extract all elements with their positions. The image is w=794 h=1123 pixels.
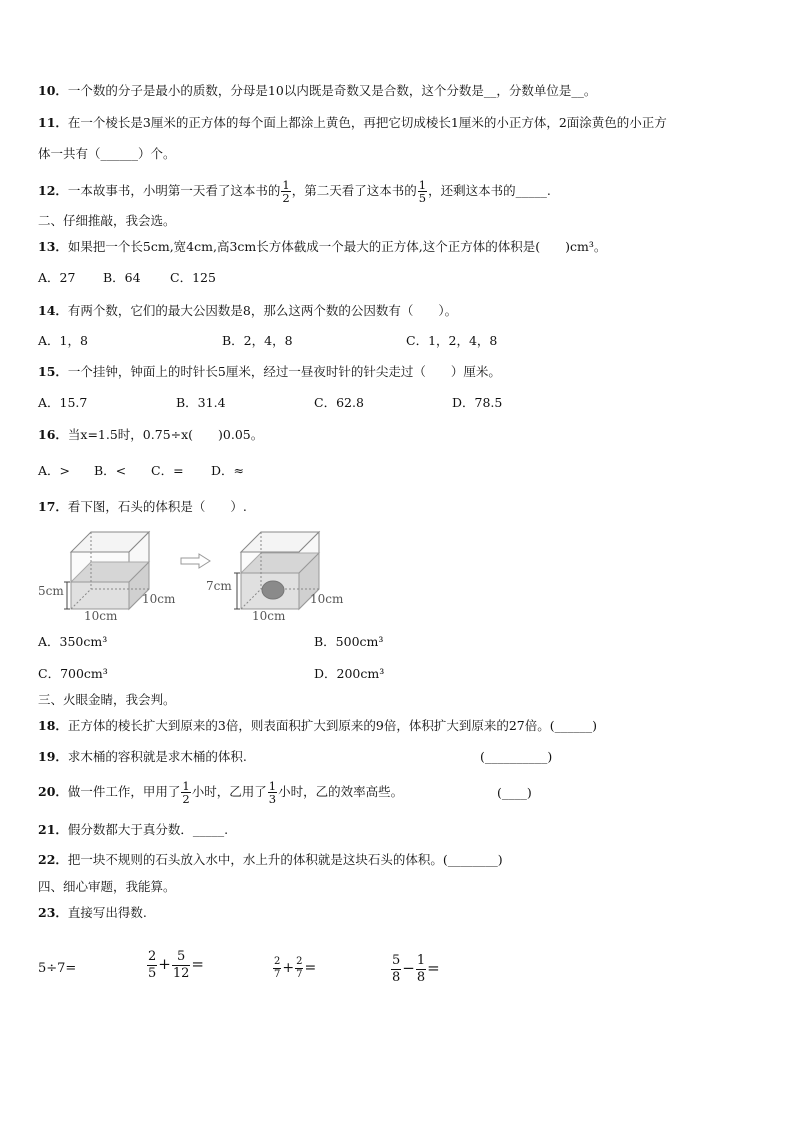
question-16 xyxy=(38,426,263,444)
fraction: $\frac{1}{3}$ xyxy=(268,779,277,806)
question-13 xyxy=(38,238,606,256)
fraction: $\frac{2}{7}$ xyxy=(296,955,303,980)
question-number: 19． xyxy=(38,749,68,764)
question-18 xyxy=(38,717,597,735)
container-before xyxy=(64,532,149,609)
question-text: 正方体的棱长扩大到原来的3倍，则表面积扩大到原来的9倍，体积扩大到原来的27倍。(______) xyxy=(67,718,597,733)
question-number: 12． xyxy=(38,183,68,198)
question-23 xyxy=(38,904,147,922)
section-heading: 二、仔细推敲，我会选。 xyxy=(38,213,176,228)
question-text: 一个挂钟，钟面上的时针长5厘米，经过一昼夜时针的针尖走过（ ）厘米。 xyxy=(67,364,501,379)
question-number: 11． xyxy=(38,115,68,130)
answer-blank[interactable]: (____) xyxy=(497,785,532,800)
stone-icon xyxy=(262,581,284,599)
question-text: 直接写出得数. xyxy=(67,905,147,920)
question-12 xyxy=(38,176,551,206)
question-text: 一本故事书，小明第一天看了这本书的 xyxy=(67,183,281,198)
option-a: A．> xyxy=(38,463,71,478)
option-a: A．350cm³ xyxy=(38,634,108,649)
calc-expression-3: $\frac{2}{7}$ + $\frac{2}{7}$ = xyxy=(274,955,317,980)
option-a: A．1，8 xyxy=(38,333,88,348)
question-number: 13． xyxy=(38,239,68,254)
question-text: 小时，乙用了 xyxy=(191,784,267,799)
question-14 xyxy=(38,302,457,320)
question-number: 16． xyxy=(38,427,68,442)
label-left-width: 10cm xyxy=(142,592,176,606)
question-text: 把一块不规则的石头放入水中，水上升的体积就是这块石头的体积。(________) xyxy=(67,852,503,867)
question-text: 小时，乙的效率高些。 xyxy=(278,784,404,799)
question-text: 如果把一个长5cm,宽4cm,高3cm长方体截成一个最大的正方体,这个正方体的体积是( )cm³。 xyxy=(67,239,607,254)
option-b: B．64 xyxy=(103,270,141,285)
label-right-length: 10cm xyxy=(252,609,286,623)
question-number: 14． xyxy=(38,303,68,318)
answer-blank[interactable]: (__________) xyxy=(480,749,553,764)
calc-expression-4: $\frac{5}{8}$ − $\frac{1}{8}$ = xyxy=(392,952,440,985)
question-text: ，第二天看了这本书的 xyxy=(291,183,417,198)
option-c: C．700cm³ xyxy=(38,666,108,681)
question-number: 20． xyxy=(38,784,68,799)
option-c: C．62.8 xyxy=(314,395,364,410)
section-heading: 三、火眼金睛，我会判。 xyxy=(38,692,176,707)
question-text: 有两个数，它们的最大公因数是8，那么这两个数的公因数有（ ）。 xyxy=(67,303,458,318)
question-21 xyxy=(38,821,228,839)
question-text: 看下图，石头的体积是（ ）. xyxy=(67,499,247,514)
question-text: 一个数的分子是最小的质数，分母是10以内既是奇数又是合数，这个分数是__，分数单位是__。 xyxy=(67,83,597,98)
fraction: $\frac{2}{7}$ xyxy=(274,955,281,980)
question-22 xyxy=(38,851,503,869)
fraction: $\frac{5}{8}$ xyxy=(392,952,401,985)
label-right-width: 10cm xyxy=(310,592,344,606)
question-11 xyxy=(38,114,667,132)
fraction: $\frac{2}{5}$ xyxy=(148,948,157,981)
calc-expression-1: 5÷7= xyxy=(38,961,77,976)
option-d: D．≈ xyxy=(211,463,244,478)
question-11-line2 xyxy=(38,145,176,163)
option-a: A．27 xyxy=(38,270,76,285)
option-d: D．200cm³ xyxy=(314,666,385,681)
fraction: $\frac{1}{5}$ xyxy=(418,178,427,205)
label-left-length: 10cm xyxy=(84,609,118,623)
option-b: B．500cm³ xyxy=(314,634,384,649)
question-text: 当x=1.5时，0.75÷x( )0.05。 xyxy=(67,427,264,442)
arrow-icon xyxy=(181,554,210,568)
section-heading: 四、细心审题，我能算。 xyxy=(38,879,176,894)
question-15 xyxy=(38,363,501,381)
calc-expression-2: $\frac{2}{5}$ + $\frac{5}{12}$ = xyxy=(148,948,204,981)
question-number: 21． xyxy=(38,822,68,837)
option-c: C．= xyxy=(151,463,184,478)
fraction: $\frac{5}{12}$ xyxy=(172,948,190,981)
option-a: A．15.7 xyxy=(38,395,88,410)
question-text: 做一件工作，甲用了 xyxy=(67,784,181,799)
question-number: 15． xyxy=(38,364,68,379)
question-number: 22． xyxy=(38,852,68,867)
question-text: 体一共有（______）个。 xyxy=(38,146,176,161)
question-number: 18． xyxy=(38,718,68,733)
question-text: ，还剩这本书的_____. xyxy=(428,183,551,198)
question-number: 17． xyxy=(38,499,68,514)
stone-volume-figure xyxy=(36,524,366,624)
question-text: 假分数都大于真分数．_____. xyxy=(67,822,229,837)
question-10 xyxy=(38,82,596,100)
option-c: C．1，2，4，8 xyxy=(406,333,498,348)
fraction: $\frac{1}{2}$ xyxy=(182,779,190,806)
question-text: 求木桶的容积就是求木桶的体积. xyxy=(67,749,247,764)
fraction: $\frac{1}{8}$ xyxy=(416,952,426,985)
question-number: 23． xyxy=(38,905,68,920)
question-17 xyxy=(38,498,247,516)
option-b: B．< xyxy=(94,463,127,478)
question-20 xyxy=(38,777,403,807)
option-b: B．31.4 xyxy=(176,395,226,410)
fraction: $\frac{1}{2}$ xyxy=(282,178,290,205)
question-number: 10． xyxy=(38,83,68,98)
question-text: 在一个棱长是3厘米的正方体的每个面上都涂上黄色，再把它切成棱长1厘米的小正方体，2面涂黄色的小正方 xyxy=(67,115,667,130)
option-d: D．78.5 xyxy=(452,395,503,410)
option-b: B．2，4，8 xyxy=(222,333,293,348)
option-c: C．125 xyxy=(170,270,216,285)
label-right-height: 7cm xyxy=(206,579,232,593)
question-19 xyxy=(38,748,247,766)
label-left-height: 5cm xyxy=(38,584,64,598)
